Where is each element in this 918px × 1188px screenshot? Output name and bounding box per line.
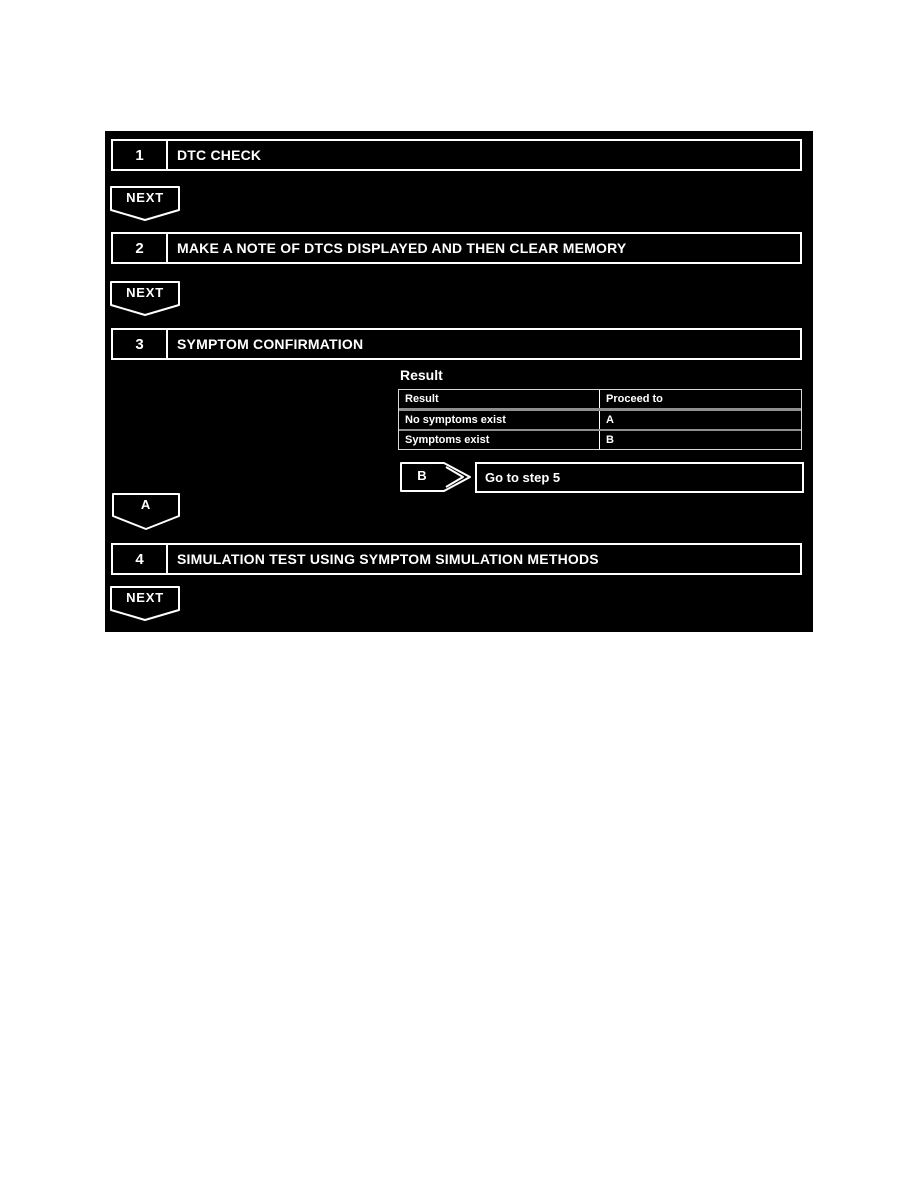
- next-connector-2: [110, 281, 180, 317]
- proceed-cell: A: [606, 414, 614, 426]
- result-cell: No symptoms exist: [399, 411, 600, 429]
- proceed-to-header: Proceed to: [606, 393, 663, 405]
- step-box-1: [111, 139, 802, 171]
- step-number: 3: [113, 330, 168, 358]
- step-number: 1: [113, 141, 168, 169]
- next-label: NEXT: [126, 285, 164, 300]
- branch-b-label: B: [417, 468, 427, 483]
- next-label: NEXT: [126, 190, 164, 205]
- result-header: Result: [399, 390, 600, 408]
- result-table-header-row: [399, 390, 801, 411]
- step-title: SIMULATION TEST USING SYMPTOM SIMULATION METHODS: [177, 551, 599, 567]
- label-a-connector: [112, 493, 180, 529]
- table-row: [399, 411, 801, 431]
- flowchart-panel: [105, 131, 813, 632]
- next-connector-3: [110, 586, 180, 622]
- proceed-cell: B: [606, 434, 614, 446]
- step-box-3: [111, 328, 802, 360]
- result-table: [398, 389, 802, 450]
- step-number: 2: [113, 234, 168, 262]
- label-a-text: A: [140, 497, 152, 512]
- goto-step-box: Go to step 5: [475, 462, 804, 493]
- next-label: NEXT: [126, 590, 164, 605]
- step-number: 4: [113, 545, 168, 573]
- branch-b-connector: [400, 462, 474, 492]
- step-box-4: [111, 543, 802, 575]
- table-row: [399, 431, 801, 449]
- step-title: MAKE A NOTE OF DTCS DISPLAYED AND THEN CLEAR MEMORY: [177, 240, 627, 256]
- next-connector-1: [110, 186, 180, 222]
- step-box-2: [111, 232, 802, 264]
- result-block-title: Result: [400, 367, 443, 383]
- step-title: DTC CHECK: [177, 147, 262, 163]
- step-title: SYMPTOM CONFIRMATION: [177, 336, 364, 352]
- result-cell: Symptoms exist: [399, 431, 600, 449]
